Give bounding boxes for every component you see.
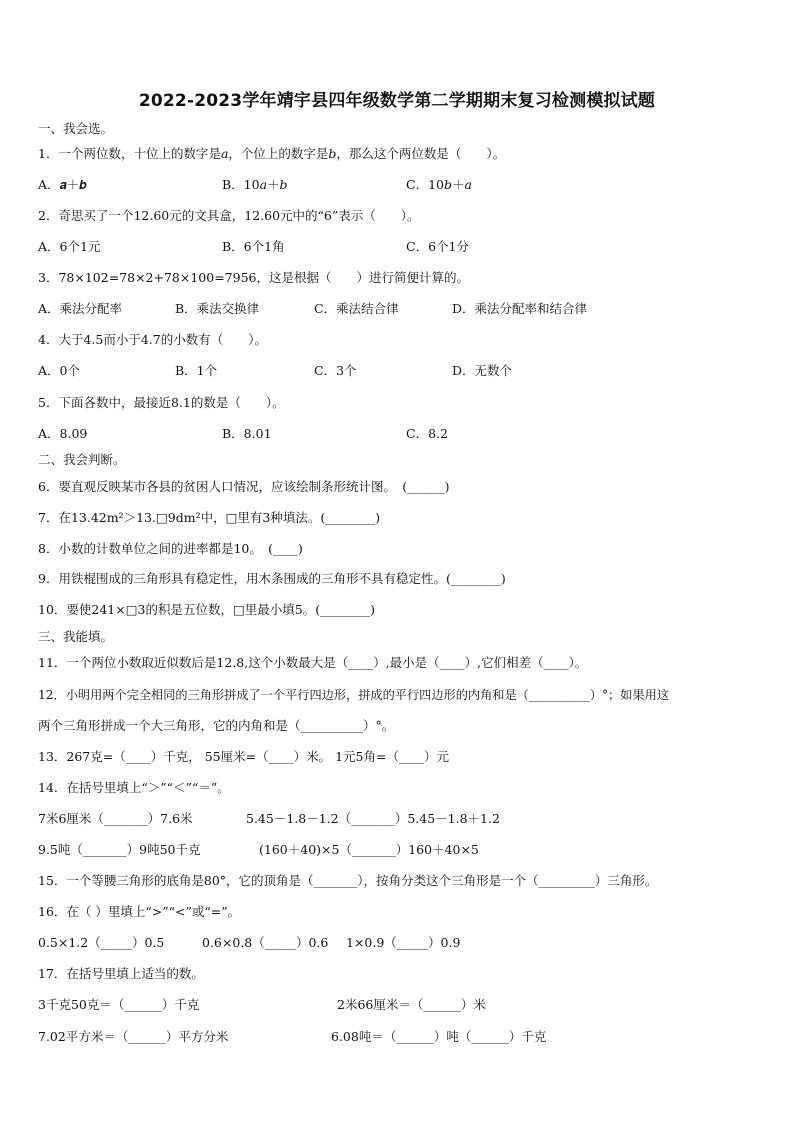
section-heading-choose: 一、我会选。	[38, 121, 114, 136]
q14-item-3: 9.5吨（_______）9吨50千克	[38, 842, 201, 857]
q16-item-2: 0.6×0.8（_____）0.6	[202, 935, 329, 950]
question-7: 7．在13.42m²＞13.□9dm²中，□里有3种填法。(________)	[38, 510, 381, 525]
q14-item-2: 5.45－1.8－1.2（_______）5.45－1.8＋1.2	[246, 811, 500, 826]
q2-option-c: C．6个1分	[406, 239, 469, 254]
question-5: 5．下面各数中，最接近8.1的数是（ ）。	[38, 395, 285, 410]
question-4: 4．大于4.5而小于4.7的小数有（ ）。	[38, 332, 267, 347]
q3-option-d: D．乘法分配率和结合律	[452, 301, 588, 316]
question-2: 2．奇思买了一个12.60元的文具盒，12.60元中的“6”表示（ ）。	[38, 208, 420, 223]
question-3: 3．78×102=78×2+78×100=7956，这是根据（ ）进行简便计算的。	[38, 270, 469, 285]
question-9: 9．用铁棍围成的三角形具有稳定性，用木条围成的三角形不具有稳定性。(________)	[38, 571, 506, 586]
question-11: 11．一个两位小数取近似数后是12.8,这个小数最大是（____）,最小是（____）,它们相差（____）。	[38, 655, 588, 670]
q17-item-3: 7.02平方米＝（______）平方分米	[38, 1029, 229, 1044]
q2-option-a: A．6个1元	[38, 239, 101, 254]
question-8: 8．小数的计数单位之间的进率都是10。 (____)	[38, 541, 303, 556]
q3-option-c: C．乘法结合律	[314, 301, 399, 316]
section-heading-judge: 二、我会判断。	[38, 452, 126, 467]
question-6: 6．要直观反映某市各县的贫困人口情况，应该绘制条形统计图。 (______)	[38, 479, 450, 494]
section-heading-fill: 三、我能填。	[38, 629, 114, 644]
q3-option-a: A．乘法分配率	[38, 301, 123, 316]
q14-item-1: 7米6厘米（_______）7.6米	[38, 811, 193, 826]
q5-option-b: B．8.01	[222, 426, 272, 441]
question-12-line-2: 两个三角形拼成一个大三角形，它的内角和是（__________）°。	[38, 718, 395, 733]
page-title: 2022-2023学年靖宇县四年级数学第二学期期末复习检测模拟试题	[138, 91, 656, 111]
question-16: 16．在（ ）里填上“>”“<”或“=”。	[38, 904, 241, 919]
q1-option-c: C．10𝑏＋𝑎	[406, 177, 472, 192]
q4-option-a: A．0个	[38, 363, 80, 378]
q16-item-1: 0.5×1.2（_____）0.5	[38, 935, 165, 950]
question-15: 15．一个等腰三角形的底角是80°，它的顶角是（_______），按角分类这个三角形是一个（_________）三角形。	[38, 873, 658, 888]
question-14: 14．在括号里填上“＞”“＜”“＝”。	[38, 780, 230, 795]
question-10: 10．要使241×□3的积是五位数，□里最小填5。(________)	[38, 602, 376, 617]
q14-item-4: (160＋40)×5（_______）160＋40×5	[259, 842, 479, 857]
question-17: 17．在括号里填上适当的数。	[38, 966, 204, 981]
question-1: 1．一个两位数，十位上的数字是𝑎，个位上的数字是𝑏，那么这个两位数是（ ）。	[38, 146, 506, 161]
question-13: 13．267克=（____）千克， 55厘米=（____）米。 1元5角=（____）元	[38, 749, 449, 764]
q16-item-3: 1×0.9（_____）0.9	[346, 935, 461, 950]
q4-option-b: B．1个	[175, 363, 218, 378]
q5-option-a: A．8.09	[38, 426, 88, 441]
q2-option-b: B．6个1角	[222, 239, 285, 254]
q5-option-c: C．8.2	[406, 426, 448, 441]
q3-option-b: B．乘法交换律	[175, 301, 260, 316]
q1-option-a: A．𝒂＋𝒃	[38, 177, 87, 192]
q1-option-b: B．10𝑎＋𝑏	[222, 177, 288, 192]
question-12-line-1: 12．小明用两个完全相同的三角形拼成了一个平行四边形，拼成的平行四边形的内角和是（__________）°；如果用这	[38, 688, 669, 702]
q4-option-c: C．3个	[314, 363, 357, 378]
q4-option-d: D．无数个	[452, 363, 513, 378]
q17-item-2: 2米66厘米＝（______）米	[337, 997, 486, 1012]
q17-item-4: 6.08吨＝（______）吨（______）千克	[331, 1029, 547, 1044]
q17-item-1: 3千克50克＝（______）千克	[38, 997, 200, 1012]
